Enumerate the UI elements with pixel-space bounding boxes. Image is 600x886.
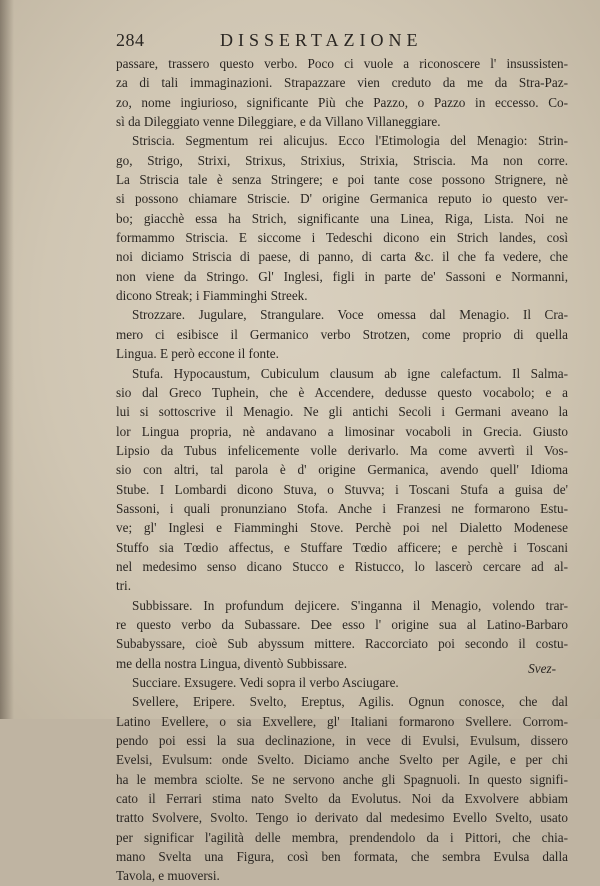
text-line: formammo Striscia. E siccome i Tedeschi dicono ein Strich landes, così xyxy=(116,230,568,246)
text-line: pendo poi essi la sua declinazione, in vece di Evulsi, Evulsum, dissero xyxy=(116,733,568,749)
text-line: noi diciamo Striscia di paese, di panno, di carta &c. il che fa vedere, che xyxy=(116,249,568,265)
text-line: mano Svelta una Figura, così ben formata, che sembra Evulsa dalla xyxy=(116,849,568,865)
text-line: dicono Streak; i Fiamminghi Streek. xyxy=(116,288,308,304)
text-line: Tavola, e muoversi. xyxy=(116,868,220,884)
text-line: Succiare. Exsugere. Vedi sopra il verbo Asciugare. xyxy=(132,675,399,690)
text-line: Subabyssare, cioè Sub abyssum mittere. Raccorciato poi secondo il costu- xyxy=(116,636,568,652)
text-line: za di tali immaginazioni. Strapazzare vien creduto da me da Stra-Paz- xyxy=(116,75,568,91)
text-line: Stufa. Hypocaustum, Cubiculum clausum ab igne calefactum. Il Salma- xyxy=(132,365,568,381)
text-line: Strozzare. Jugulare, Strangulare. Voce omessa dal Menagio. Il Cra- xyxy=(132,307,568,323)
text-line: Lipsio da Tubus infelicemente volle derivarlo. Ma come avvertì il Vos- xyxy=(116,442,568,458)
text-line: tratto Svolvere, Svolto. Tengo io derivato dal medesimo Evello Svelto, usato xyxy=(116,810,568,826)
text-line: Striscia. Segmentum rei alicujus. Ecco l'Etimologia del Menagio: Strin- xyxy=(132,133,568,149)
text-line: me della nostra Lingua, diventò Subbissare. xyxy=(116,655,348,671)
text-line: La Striscia tale è senza Stringere; e poi tante cose possono Strignere, nè xyxy=(116,172,568,188)
text-line: passare, trassero questo verbo. Poco ci vuole a riconoscere l' insussisten- xyxy=(116,56,568,71)
page-header xyxy=(116,30,566,52)
text-line: lor Lingua propria, nè andavano a limosinar vocaboli in Grecia. Giusto xyxy=(116,423,568,439)
text-line: per significar l'agilità delle membra, prendendolo da i Pittori, che chia- xyxy=(116,829,568,845)
text-line: tri. xyxy=(116,578,132,594)
text-line: go, Strigo, Strixi, Strixus, Strixius, Strixia, Striscia. Ma non corre. xyxy=(116,152,568,168)
text-line: ve; gl' Inglesi e Fiamminghi Stove. Perchè poi nel Dialetto Modenese xyxy=(116,520,568,536)
text-line: mero ci esibisce il Germanico verbo Strotzen, come proprio di quella xyxy=(116,326,568,342)
text-line: lui si sottoscrive il Menagio. Ne gli antichi Secoli i Germani aveano la xyxy=(116,404,568,420)
text-line: zo, nome ingiurioso, significante Più che Pazzo, o Pazzo in eccesso. Co- xyxy=(116,94,568,110)
text-line: Sassoni, i quali pronunziano Stofa. Anche i Franzesi ne formarono Estu- xyxy=(116,500,568,516)
text-line: Stuffo sia Tœdio affectus, e Stuffare Tœdio afficere; e perchè i Toscani xyxy=(116,539,568,555)
text-line: Svellere, Eripere. Svelto, Ereptus, Agilis. Ognun conosce, che dal xyxy=(132,694,568,710)
text-line: sì da Dileggiato venne Dileggiare, e da Villano Villaneggiare. xyxy=(116,114,441,130)
text-line: sio dal Greco Tuphein, che è Accendere, dedusse questo vocabolo; e a xyxy=(116,384,568,400)
catchword: Svez- xyxy=(528,661,556,676)
text-line: si possono chiamare Striscie. D' origine Germanica reputo io questo ver- xyxy=(116,191,568,207)
text-line: Subbissare. In profundum dejicere. S'inganna il Menagio, volendo trar- xyxy=(132,597,568,613)
page-number: 284 xyxy=(116,30,145,50)
binding-shadow xyxy=(0,0,14,719)
text-line: Stube. I Lombardi dicono Stuva, o Stuvva; i Toscani Stufa a guisa de' xyxy=(116,481,568,497)
text-line: bo; giacchè essa ha Strich, significante una Linea, Riga, Lista. Noi ne xyxy=(116,210,568,226)
text-line: non viene da Stringo. Gl' Inglesi, figli in parte de' Sassoni e Normanni, xyxy=(116,268,568,284)
text-body xyxy=(116,54,568,886)
text-line: Lingua. E però eccone il fonte. xyxy=(116,346,279,362)
running-head: DISSERTAZIONE xyxy=(220,30,423,50)
text-line: Evelsi, Evulsum: onde Svelto. Diciamo anche Svelto per Agile, e per chi xyxy=(116,752,568,768)
text-line: nel medesimo senso dicano Stucco e Ristucco, lo lascerò cercare ad al- xyxy=(116,558,568,574)
text-line: sio con altri, tal parola è d' origine Germanica, avendo quell' Idioma xyxy=(116,462,568,478)
text-line: Latino Evellere, o sia Exvellere, gl' Italiani formarono Svellere. Corrom- xyxy=(116,713,568,729)
text-line: ha le membra sciolte. Se ne servono anche gli Spagnuoli. In questo signifi- xyxy=(116,771,568,787)
text-line: cato il Ferrari stima nato Svelto da Evolutus. Noi da Exvolvere abbiam xyxy=(116,791,568,807)
text-line: re questo verbo da Subassare. Dee esso l' origine sua al Latino-Barbaro xyxy=(116,616,568,632)
